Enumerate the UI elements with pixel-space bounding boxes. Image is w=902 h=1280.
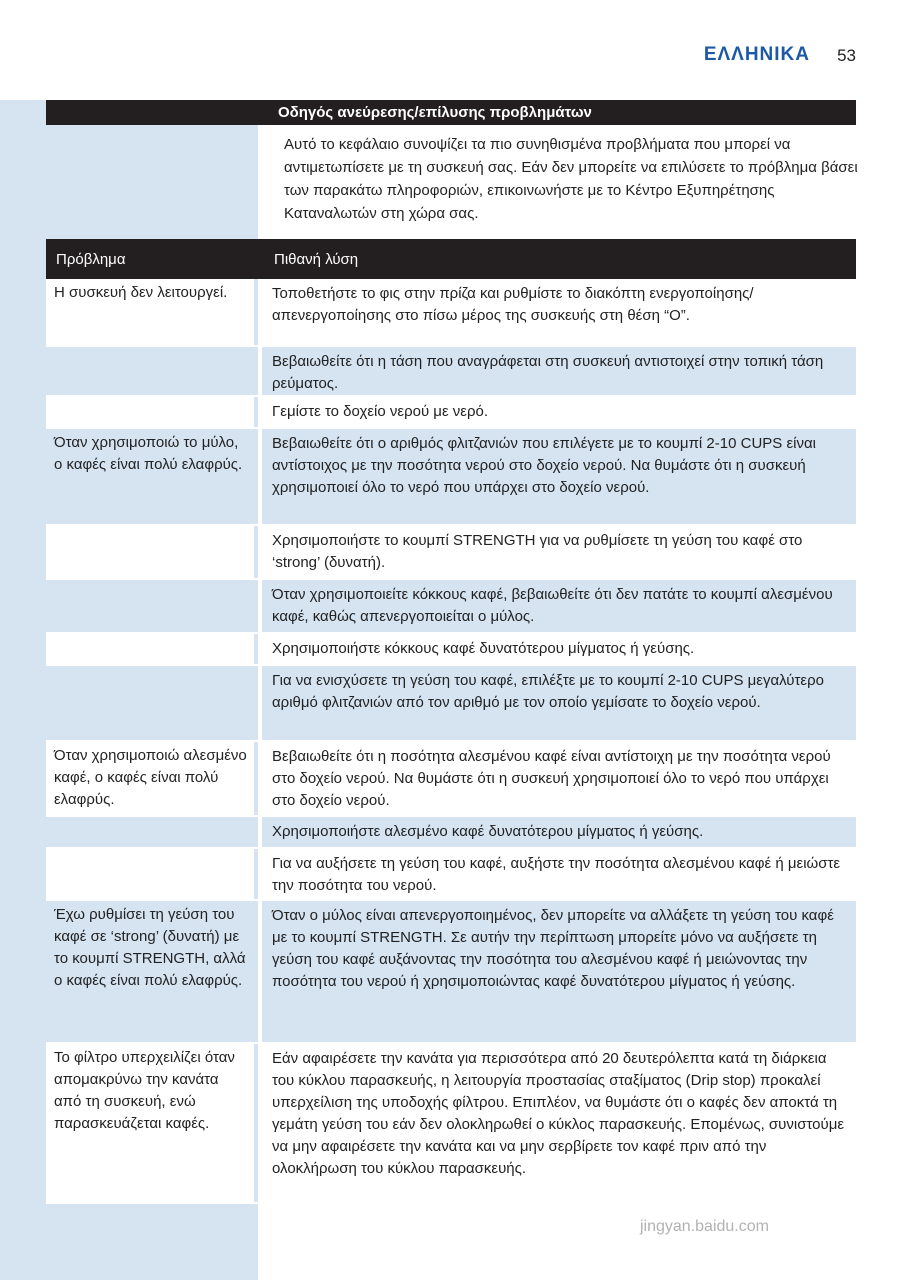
table-row: [46, 849, 856, 901]
problem-cell: Έχω ρυθμίσει τη γεύση του καφέ σε ‘strong’ (δυνατή) με το κουμπί STRENGTH, αλλά ο καφές είναι πολύ ελαφρύς.: [46, 901, 254, 1042]
watermark-url: jingyan.baidu.com: [640, 1218, 769, 1235]
solution-cell: Βεβαιωθείτε ότι ο αριθμός φλιτζανιών που επιλέγετε με το κουμπί 2-10 CUPS είναι αντίστοιχος με την ποσότητα νερού στο δοχείο νερού. Να θυμάστε ότι η συσκευή χρησιμοποιεί όλο το νερό που υπάρχει στο δοχείο νερού.: [262, 429, 856, 524]
table-row: [46, 279, 856, 347]
problem-cell: Το φίλτρο υπερχειλίζει όταν απομακρύνω την κανάτα από τη συσκευή, ενώ παρασκευάζεται καφές.: [46, 1044, 254, 1202]
problem-cell: [46, 849, 254, 899]
table-row: [46, 526, 856, 580]
troubleshooting-table: [46, 239, 856, 1204]
solution-cell: Γεμίστε το δοχείο νερού με νερό.: [262, 397, 856, 427]
problem-cell: [46, 817, 254, 847]
solution-cell: Βεβαιωθείτε ότι η τάση που αναγράφεται στη συσκευή αντιστοιχεί στην τοπική τάση ρεύματος.: [262, 347, 856, 395]
watermark-logo: Baidu 经验: [640, 1174, 792, 1207]
problem-cell: [46, 526, 254, 578]
problem-cell: [46, 347, 254, 395]
problem-cell: [46, 666, 254, 740]
problem-cell: [46, 580, 254, 632]
header-solution: Πιθανή λύση: [274, 250, 359, 268]
table-row: [46, 817, 856, 849]
problem-cell: Όταν χρησιμοποιώ αλεσμένο καφέ, ο καφές είναι πολύ ελαφρύς.: [46, 742, 254, 815]
solution-cell: Χρησιμοποιήστε κόκκους καφέ δυνατότερου μίγματος ή γεύσης.: [262, 634, 856, 664]
intro-paragraph: Αυτό το κεφάλαιο συνοψίζει τα πιο συνηθισμένα προβλήματα που μπορεί να αντιμετωπίσετε με τη συσκευή σας. Εάν δεν μπορείτε να επιλύσετε το πρόβλημα βάσει των παρακάτω πληροφοριών, επικοινωνήστε με το Κέντρο Εξυπηρέτησης Καταναλωτών στη χώρα σας.: [284, 136, 858, 222]
solution-cell: Όταν χρησιμοποιείτε κόκκους καφέ, βεβαιωθείτε ότι δεν πατάτε το κουμπί αλεσμένου καφέ, καθώς απενεργοποιείται ο μύλος.: [262, 580, 856, 632]
table-row: [46, 397, 856, 429]
language-label: ΕΛΛΗΝΙΚΑ: [703, 44, 810, 65]
problem-cell: Όταν χρησιμοποιώ το μύλο, ο καφές είναι πολύ ελαφρύς.: [46, 429, 254, 524]
solution-cell: Εάν αφαιρέσετε την κανάτα για περισσότερα από 20 δευτερόλεπτα κατά τη διάρκεια του κύκλου παρασκευής, η λειτουργία προστασίας σταξίματος (Drip stop) προκαλεί υπερχείλιση της υποδοχής φίλτρου. Επιπλέον, να θυμάστε ότι ο καφές δεν αποκτά τη γεμάτη γεύση του εάν δεν ολοκληρωθεί ο κύκλος παρασκευής. Επομένως, συνιστούμε να μην αφαιρέσετε την κανάτα και να μην σερβίρετε τον καφέ πριν από την ολοκλήρωση του κύκλου παρασκευής.: [262, 1044, 856, 1202]
problem-cell: [46, 634, 254, 664]
problem-cell: [46, 397, 254, 427]
table-row: [46, 347, 856, 397]
table-row: [46, 429, 856, 526]
solution-cell: Για να ενισχύσετε τη γεύση του καφέ, επιλέξτε με το κουμπί 2-10 CUPS μεγαλύτερο αριθμό φλιτζανιών από τον αριθμό με τον οποίο γεμίσατε το δοχείο νερού.: [262, 666, 856, 740]
table-row: [46, 580, 856, 634]
table-row: [46, 901, 856, 1044]
table-row: [46, 742, 856, 817]
solution-cell: Για να αυξήσετε τη γεύση του καφέ, αυξήστε την ποσότητα αλεσμένου καφέ ή μειώστε την ποσότητα του νερού.: [262, 849, 856, 899]
solution-cell: Χρησιμοποιήστε το κουμπί STRENGTH για να ρυθμίσετε τη γεύση του καφέ στο ‘strong’ (δυνατή).: [262, 526, 856, 578]
section-header-bar: [46, 100, 856, 125]
header-problem: Πρόβλημα: [56, 250, 126, 268]
page-number: 53: [837, 46, 856, 65]
solution-cell: Τοποθετήστε το φις στην πρίζα και ρυθμίστε το διακόπτη ενεργοποίησης/απενεργοποίησης στο πίσω μέρος της συσκευής στη θέση “O”.: [262, 279, 856, 345]
solution-cell: Όταν ο μύλος είναι απενεργοποιημένος, δεν μπορείτε να αλλάξετε τη γεύση του καφέ με το κουμπί STRENGTH. Σε αυτήν την περίπτωση μπορείτε μόνο να αυξήσετε τη γεύση του καφέ αυξάνοντας την ποσότητα του αλεσμένου καφέ ή μειώνοντας την ποσότητα του νερού ή χρησιμοποιώντας καφέ δυνατότερου μίγματος ή γεύσης.: [262, 901, 856, 1042]
solution-cell: Βεβαιωθείτε ότι η ποσότητα αλεσμένου καφέ είναι αντίστοιχη με την ποσότητα νερού στο δοχείο νερού. Να θυμάστε ότι η συσκευή χρησιμοποιεί όλο το νερό που υπάρχει στο δοχείο νερού.: [262, 742, 856, 815]
table-row: [46, 634, 856, 666]
table-header: [46, 239, 856, 279]
solution-cell: Χρησιμοποιήστε αλεσμένο καφέ δυνατότερου μίγματος ή γεύσης.: [262, 817, 856, 847]
problem-cell: Η συσκευή δεν λειτουργεί.: [46, 279, 254, 345]
table-row: [46, 666, 856, 742]
section-title: Οδηγός ανεύρεσης/επίλυσης προβλημάτων: [278, 104, 592, 121]
